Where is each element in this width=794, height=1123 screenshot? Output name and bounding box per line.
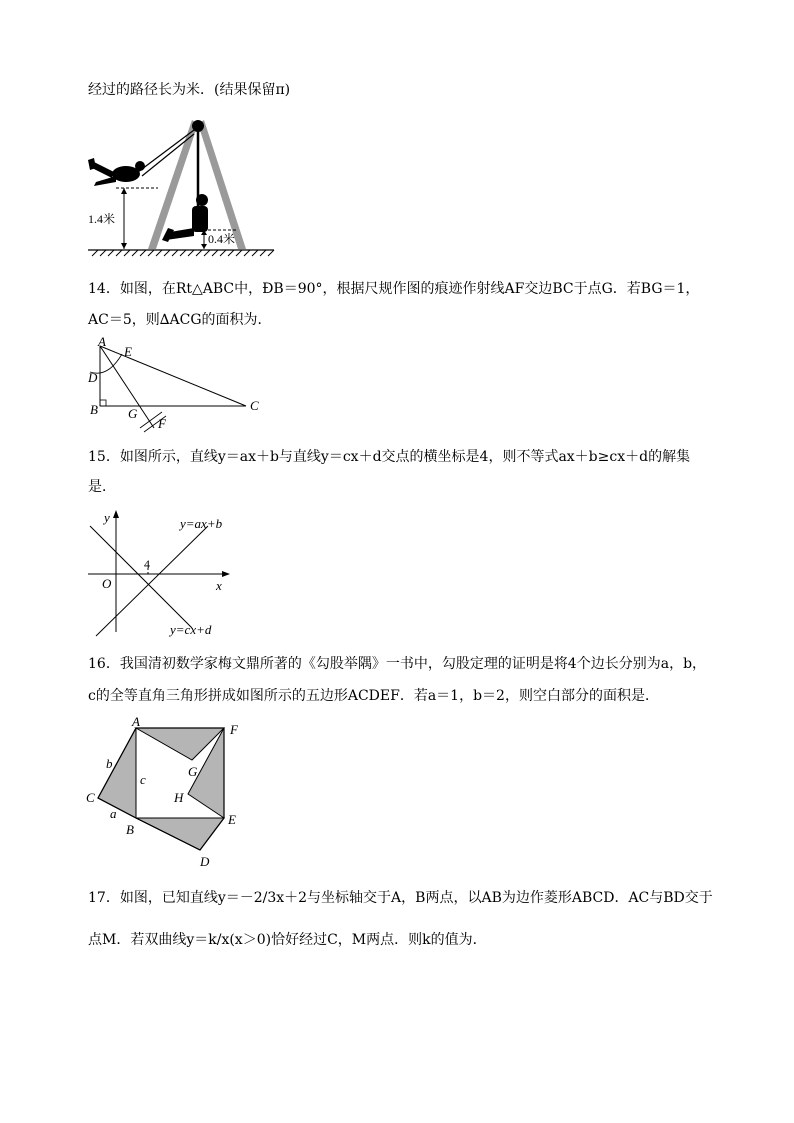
- label-E: E: [124, 344, 132, 359]
- label-c: c: [140, 772, 146, 787]
- axis-x-label: x: [216, 578, 222, 593]
- label-G: G: [128, 406, 138, 421]
- origin-label: O: [102, 576, 112, 591]
- triangle-figure: [84, 336, 274, 436]
- label-B: B: [90, 402, 98, 417]
- label-D: D: [88, 370, 98, 385]
- label-A: A: [132, 714, 140, 729]
- label-B: B: [126, 822, 134, 837]
- label-G: G: [188, 764, 198, 779]
- line-label-ab: y=ax+b: [180, 516, 223, 531]
- q14-line2: AC＝5，则∆ACG的面积为．: [88, 312, 272, 328]
- label-F: F: [230, 722, 238, 737]
- q17-line2: 点M．若双曲线y＝k/x(x＞0)恰好经过C，M两点．则k的值为．: [88, 932, 487, 948]
- label-C: C: [250, 398, 259, 413]
- label-F: F: [158, 416, 166, 431]
- height-label-1: 1.4米: [88, 212, 116, 226]
- pentagon-figure: [84, 714, 254, 874]
- q14-line1: 14．如图，在Rt△ABC中，ÐB＝90°，根据尺规作图的痕迹作射线AF交边BC于点G．若BG＝1，: [88, 281, 700, 297]
- tick-4-label: 4: [144, 557, 150, 571]
- q15-line2: 是．: [88, 479, 116, 495]
- height-label-2: 0.4米: [208, 232, 236, 246]
- q13-text: 经过的路径长为米．(结果保留π): [88, 82, 291, 98]
- label-a: a: [110, 806, 117, 821]
- label-E: E: [228, 812, 236, 827]
- label-C: C: [86, 790, 95, 805]
- label-b: b: [106, 756, 113, 771]
- label-H: H: [174, 790, 184, 805]
- q15-line1: 15．如图所示，直线y＝ax＋b与直线y＝cx＋d交点的横坐标是4，则不等式ax＋b≥cx＋d的解集: [88, 449, 691, 465]
- line-label-cd: y=cx+d: [170, 622, 212, 637]
- swing-figure: [86, 112, 276, 262]
- q17-line1: 17．如图，已知直线y＝－2/3x＋2与坐标轴交于A，B两点，以AB为边作菱形ABCD．AC与BD交于: [88, 890, 713, 906]
- label-D: D: [200, 854, 210, 869]
- axis-y-label: y: [104, 510, 110, 525]
- q16-line1: 16．我国清初数学家梅文鼎所著的《勾股举隅》一书中，勾股定理的证明是将4个边长分别为a，b，: [88, 656, 707, 672]
- label-A: A: [98, 336, 106, 349]
- lines-figure: [84, 506, 254, 640]
- q16-line2: c的全等直角三角形拼成如图所示的五边形ACDEF．若a＝1，b＝2，则空白部分的面积是．: [88, 688, 659, 704]
